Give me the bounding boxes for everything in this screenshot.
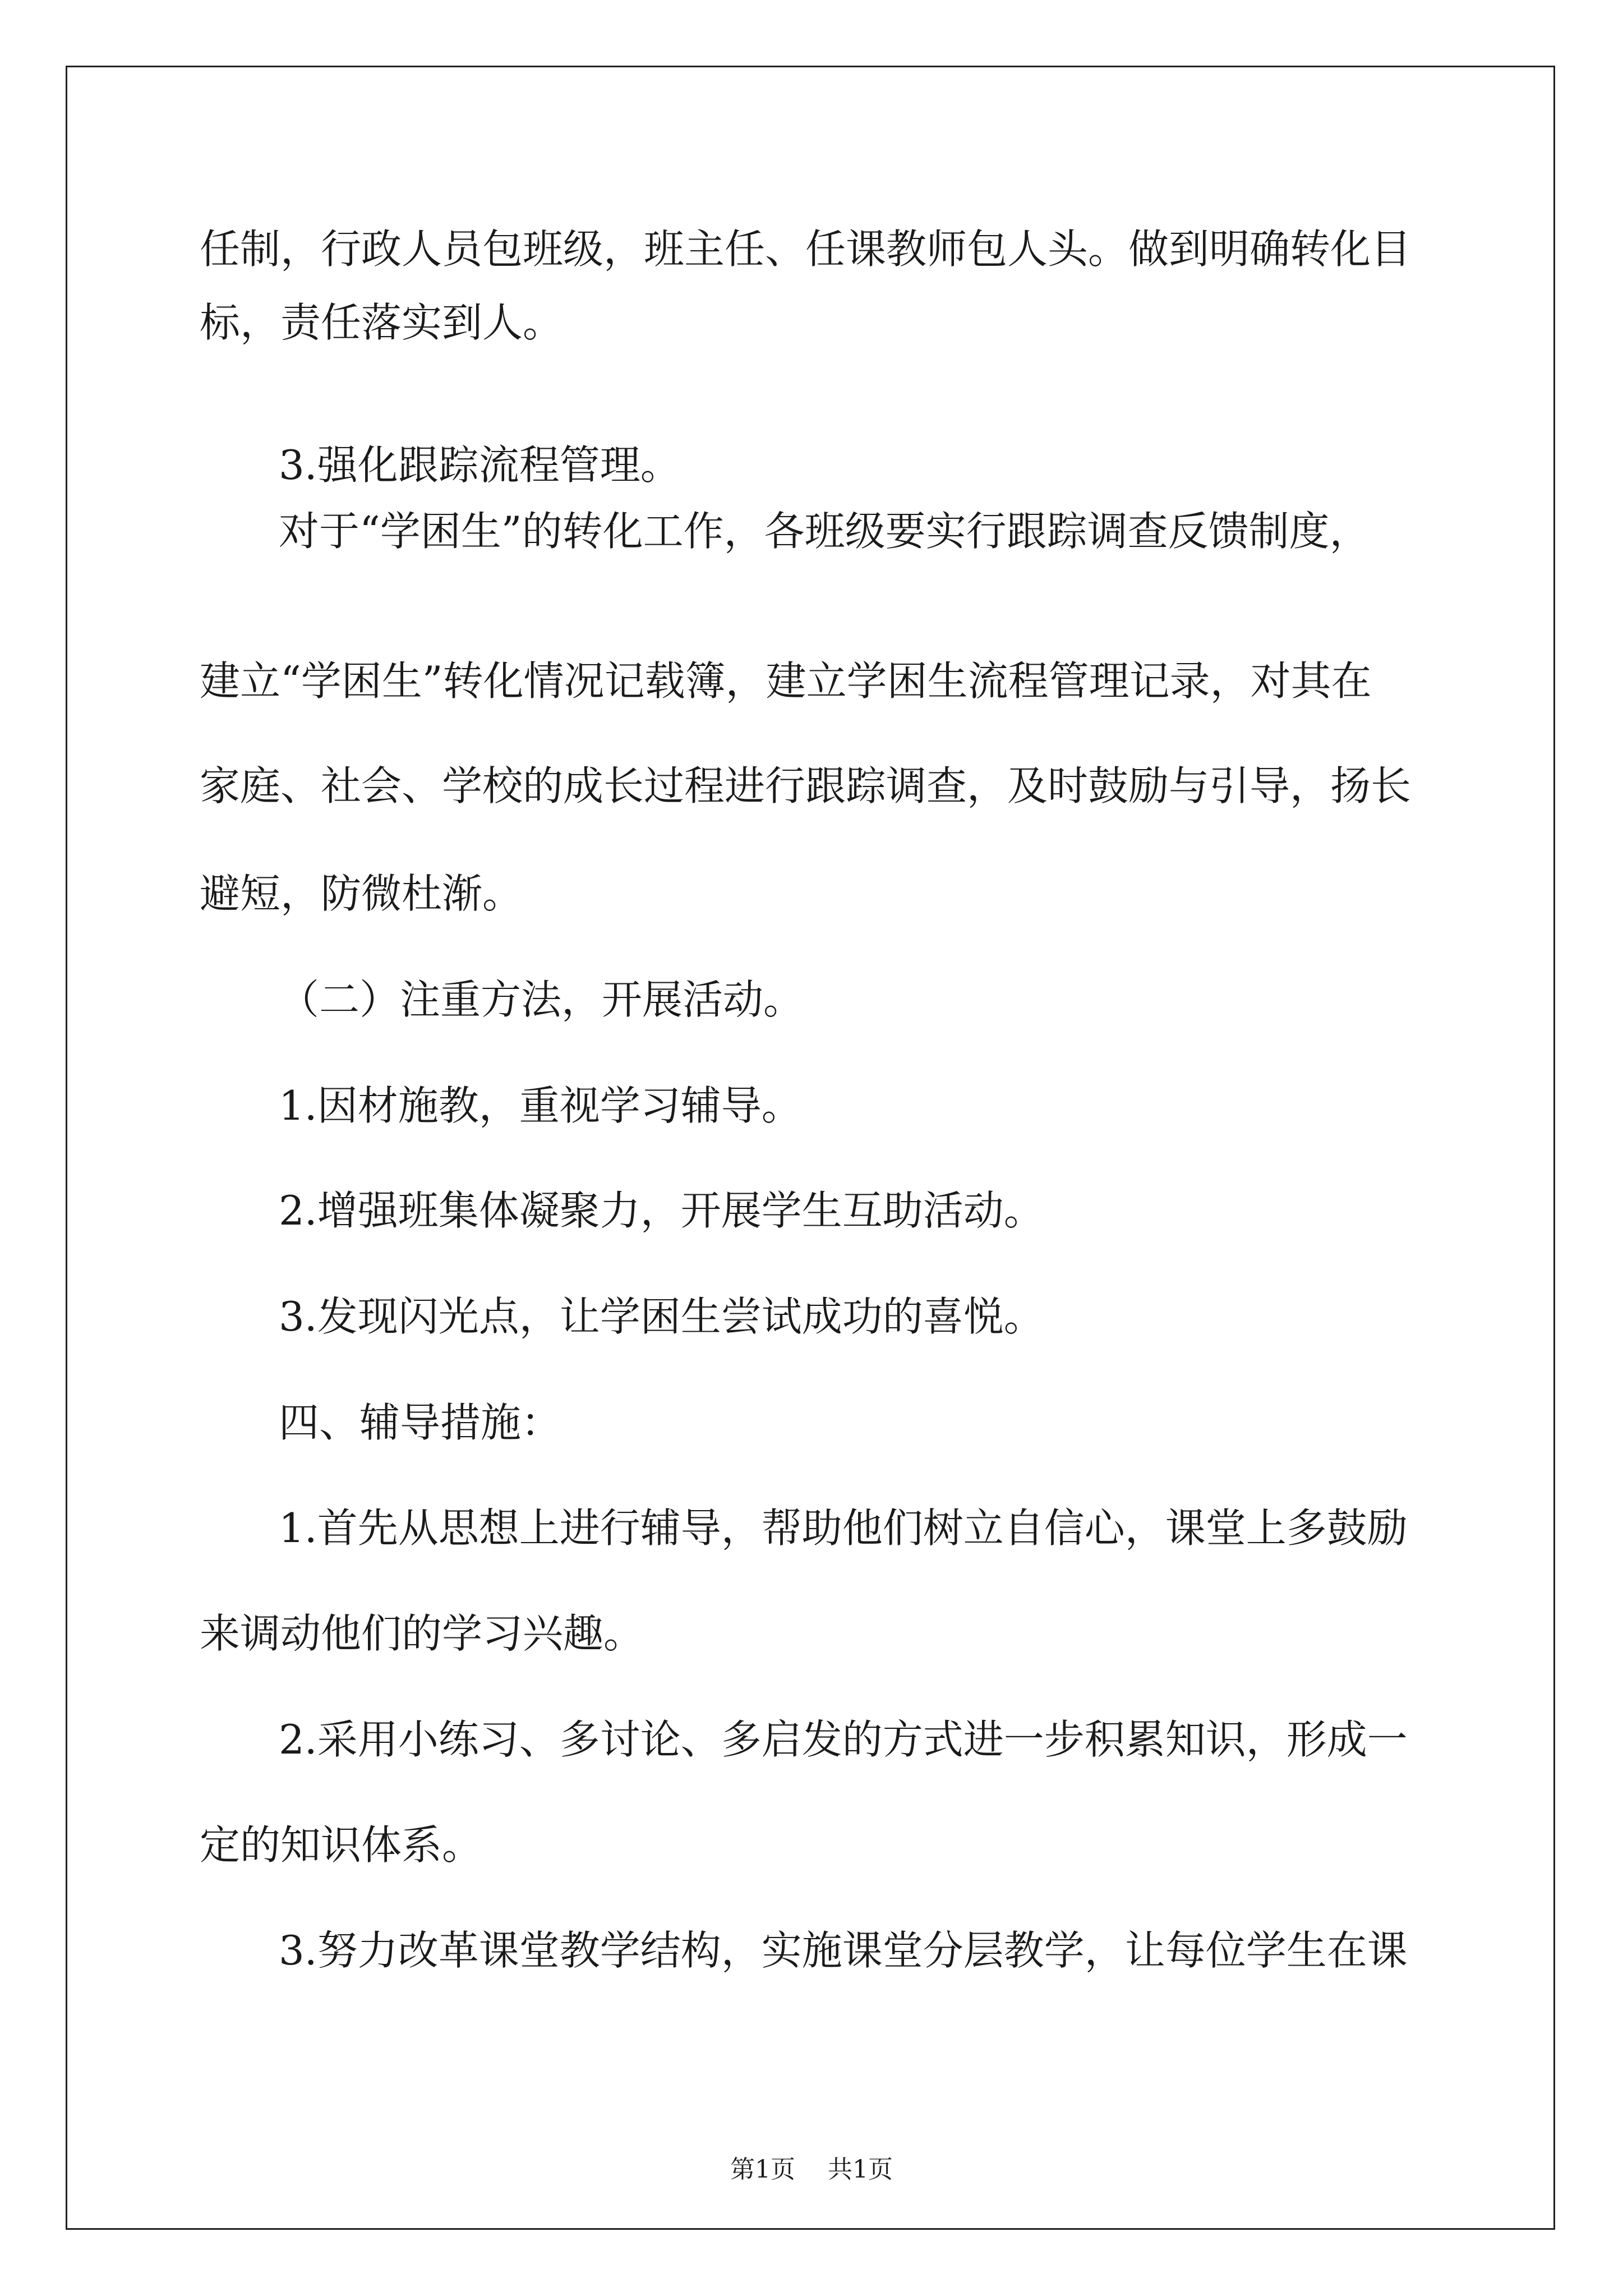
body-line: 建立“学困生”转化情况记载簿，建立学困生流程管理记录，对其在 — [200, 657, 1372, 705]
body-line: 对于“学困生”的转化工作，各班级要实行跟踪调查反馈制度， — [279, 508, 1370, 555]
page-footer — [0, 2157, 1623, 2182]
body-line: 2.增强班集体凝聚力，开展学生互助活动。 — [279, 1187, 1044, 1234]
body-line: 3.发现闪光点，让学困生尝试成功的喜悦。 — [279, 1293, 1044, 1340]
body-line: 来调动他们的学习兴趣。 — [200, 1610, 644, 1657]
body-line: 2.采用小练习、多讨论、多启发的方式进一步积累知识，形成一 — [279, 1716, 1408, 1763]
body-line: 1.因材施教，重视学习辅导。 — [279, 1082, 802, 1129]
body-line: 3.努力改革课堂教学结构，实施课堂分层教学，让每位学生在课 — [279, 1927, 1408, 1974]
section-heading: 四、辅导措施： — [279, 1399, 562, 1446]
page-total: 共1页 — [828, 2155, 893, 2184]
body-line: 避短，防微杜渐。 — [200, 870, 523, 917]
body-line: 定的知识体系。 — [200, 1821, 483, 1869]
page-number: 第1页 — [730, 2155, 795, 2184]
body-line: 1.首先从思想上进行辅导，帮助他们树立自信心，课堂上多鼓励 — [279, 1504, 1408, 1552]
page-border — [66, 66, 1555, 2230]
body-line: 3.强化跟踪流程管理。 — [279, 441, 681, 489]
body-line: 任制，行政人员包班级，班主任、任课教师包人头。做到明确转化目 — [200, 226, 1412, 273]
body-line: 家庭、社会、学校的成长过程进行跟踪调查，及时鼓励与引导，扬长 — [200, 762, 1412, 809]
body-line: 标，责任落实到人。 — [200, 299, 564, 346]
section-heading: （二）注重方法，开展活动。 — [279, 976, 804, 1023]
